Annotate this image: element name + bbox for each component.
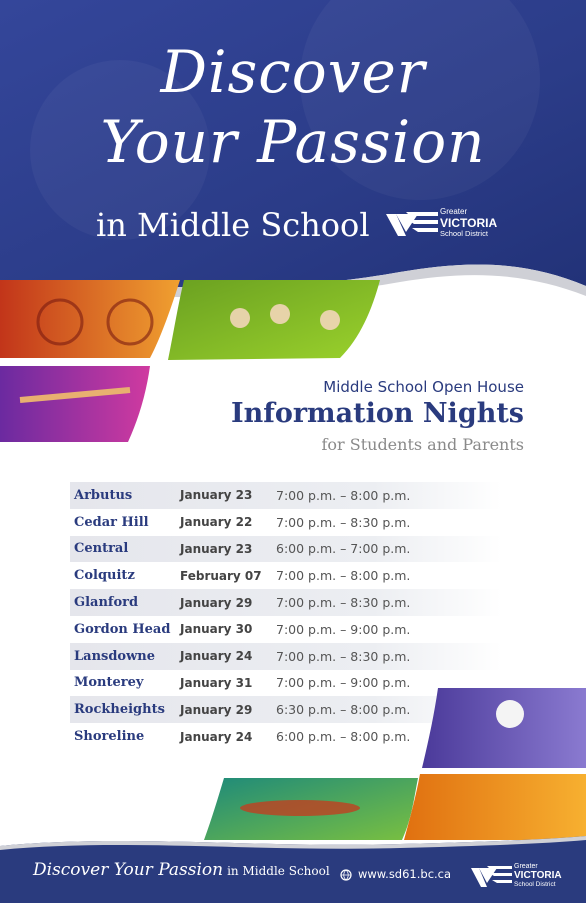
footer-logo-greater: Greater (514, 863, 538, 870)
footer-logo-victoria: VICTORIA (514, 870, 562, 881)
photo-volleyball (422, 688, 586, 768)
event-date: January 31 (180, 675, 253, 690)
event-time: 6:00 p.m. – 8:00 p.m. (276, 729, 411, 745)
event-date: January 24 (180, 729, 253, 744)
globe-link-icon (340, 869, 354, 881)
table-row (70, 482, 502, 509)
school-name: Central (74, 541, 129, 557)
school-name: Cedar Hill (74, 514, 149, 530)
footer-tagline-small: in Middle School (227, 864, 330, 878)
school-name: Monterey (74, 675, 144, 691)
headline-line-2: Your Passion (100, 108, 486, 176)
school-name: Colquitz (74, 568, 135, 584)
school-name: Gordon Head (74, 621, 171, 637)
table-row (70, 562, 502, 589)
event-date: January 29 (180, 595, 253, 610)
logo-text-district: School District (440, 229, 488, 238)
event-time: 7:00 p.m. – 8:00 p.m. (276, 487, 411, 503)
footer-tagline-main: Discover Your Passion (33, 860, 224, 880)
photo-woodwork (404, 774, 586, 840)
school-name: Lansdowne (74, 648, 156, 664)
table-row (70, 643, 502, 670)
headline-subtitle: in Middle School (96, 206, 370, 244)
school-name: Shoreline (74, 729, 145, 745)
school-name: Glanford (74, 595, 139, 611)
event-time: 7:00 p.m. – 8:00 p.m. (276, 568, 411, 584)
event-time: 6:30 p.m. – 8:00 p.m. (276, 702, 411, 718)
header-banner (0, 0, 586, 300)
event-date: February 07 (180, 568, 262, 583)
district-logo (384, 206, 504, 242)
school-name: Rockheights (74, 702, 165, 718)
table-row (70, 616, 502, 643)
event-date: January 29 (180, 702, 253, 717)
district-logo-mark-icon (384, 206, 440, 240)
event-time: 7:00 p.m. – 8:30 p.m. (276, 514, 411, 530)
footer-logo-mark-icon (470, 862, 514, 890)
footer-district-logo (470, 862, 580, 892)
event-time: 6:00 p.m. – 7:00 p.m. (276, 541, 411, 557)
event-time: 7:00 p.m. – 9:00 p.m. (276, 675, 411, 691)
event-date: January 24 (180, 649, 253, 664)
info-line-title: Information Nights (230, 398, 524, 429)
table-row (70, 536, 502, 563)
info-heading (231, 378, 524, 454)
info-line-open-house: Middle School Open House (323, 378, 524, 396)
event-date: January 30 (180, 622, 253, 637)
school-name: Arbutus (74, 487, 133, 503)
website-link[interactable]: www.sd61.bc.ca (358, 867, 452, 881)
table-row (70, 509, 502, 536)
event-time: 7:00 p.m. – 8:30 p.m. (276, 648, 411, 664)
table-row (70, 589, 502, 616)
event-date: January 23 (180, 488, 253, 503)
logo-text-victoria: VICTORIA (440, 216, 498, 230)
bottom-photo-collage (0, 688, 586, 848)
event-date: January 22 (180, 515, 253, 530)
photo-guitar (0, 366, 150, 442)
footer-logo-district: School District (514, 881, 556, 888)
event-date: January 23 (180, 541, 253, 556)
footer-tagline (33, 860, 330, 880)
event-time: 7:00 p.m. – 8:30 p.m. (276, 595, 411, 611)
info-line-audience: for Students and Parents (321, 435, 524, 454)
event-time: 7:00 p.m. – 9:00 p.m. (276, 621, 411, 637)
headline-line-1: Discover (160, 38, 426, 106)
logo-text-greater: Greater (440, 207, 468, 216)
